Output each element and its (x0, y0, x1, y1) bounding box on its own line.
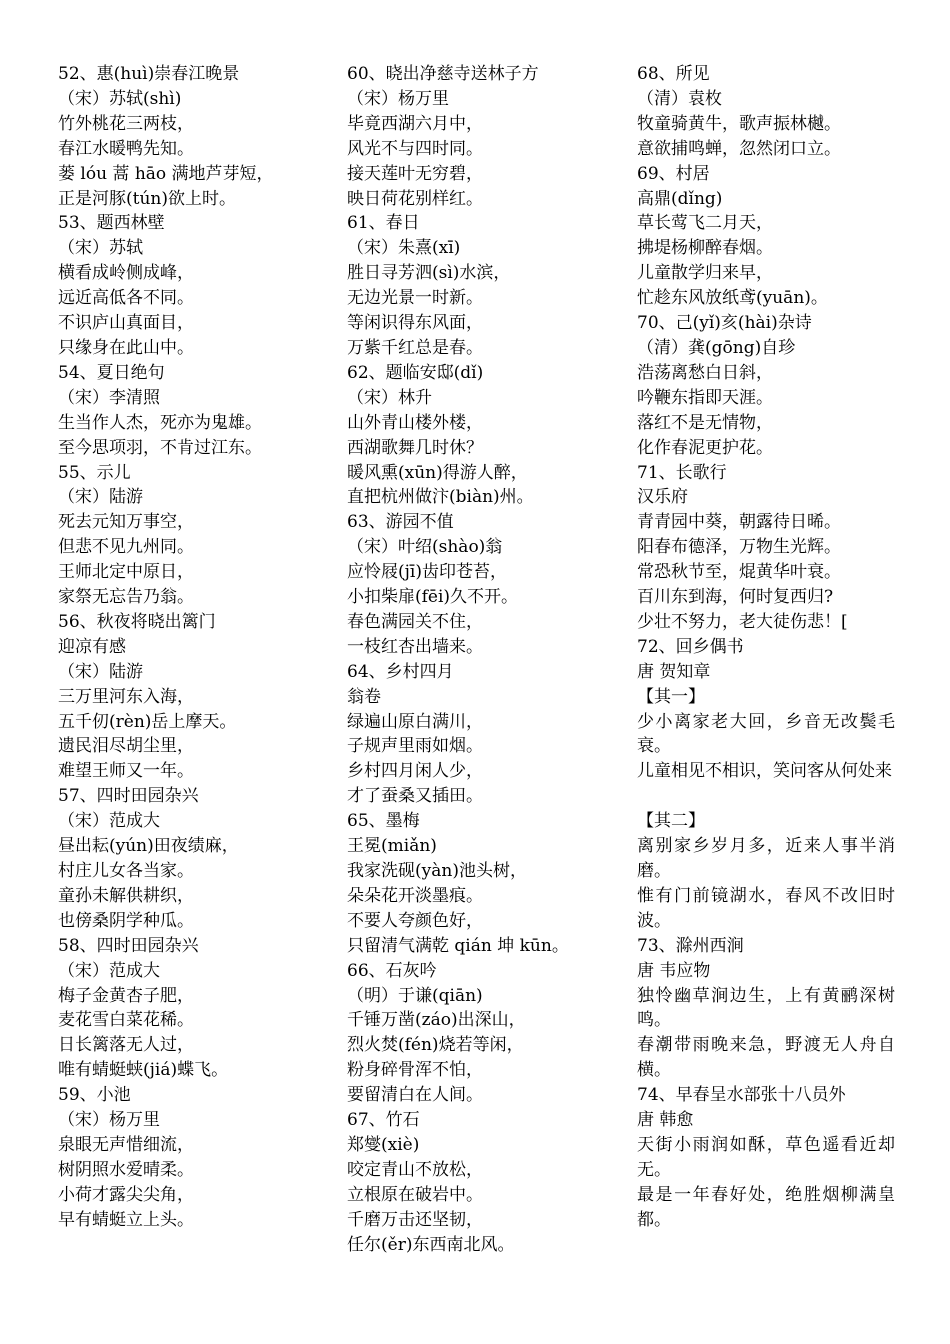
poem-line: 胜日寻芳泗(sì)水滨， (347, 263, 511, 284)
poem-line: 直把杭州做汴(biàn)州。 (347, 487, 534, 508)
poem-line: 遗民泪尽胡尘里， (58, 736, 194, 757)
poem-line: 童孙未解供耕织， (58, 885, 194, 906)
poem-line: （宋）陆游 (58, 661, 143, 682)
poem-line: 难望王师又一年。 (58, 761, 194, 782)
poem-line: 【其一】 (637, 686, 705, 707)
poem-line: 独怜幽草涧边生，上有黄鹂深树鸣。 (637, 985, 895, 1031)
poem-line: 儿童散学归来早， (637, 263, 773, 284)
poem-line: 56、秋夜将晓出篱门 (58, 611, 216, 632)
poem-line: 天街小雨润如酥，草色遥看近却无。 (637, 1134, 895, 1180)
poem-line: （宋）范成大 (58, 811, 160, 832)
poem-line: 惟有门前镜湖水，春风不改旧时波。 (637, 885, 895, 931)
poem-line: 家祭无忘告乃翁。 (58, 587, 194, 608)
poem-line: 59、小池 (58, 1085, 131, 1106)
poem-line: 山外青山楼外楼， (347, 412, 483, 433)
poem-line: 草长莺飞二月天， (637, 213, 773, 234)
poem-line: （宋）叶绍(shào)翁 (347, 537, 503, 558)
poem-line: 西湖歌舞几时休？ (347, 437, 483, 458)
poem-line: 风光不与四时同。 (347, 138, 483, 159)
poem-line: （宋）杨万里 (58, 1110, 160, 1131)
poem-line: （宋）林升 (347, 387, 432, 408)
poem-line: 昼出耘(yún)田夜绩麻， (58, 836, 239, 857)
poem-line: 但悲不见九州同。 (58, 537, 194, 558)
poem-line: 三万里河东入海， (58, 686, 194, 707)
poem-line: 才了蚕桑又插田。 (347, 786, 483, 807)
poem-line: 小扣柴扉(fēi)久不开。 (347, 587, 519, 608)
poem-line: 泉眼无声惜细流， (58, 1134, 194, 1155)
poem-line: 少壮不努力，老大徒伤悲！[ (637, 611, 848, 632)
poem-line: 翁卷 (347, 686, 381, 707)
poem-line: 58、四时田园杂兴 (58, 935, 199, 956)
poem-line: 离别家乡岁月多，近来人事半消磨。 (637, 836, 895, 881)
poem-line: 60、晓出净慈寺送林子方 (347, 64, 539, 84)
poem-line: 我家洗砚(yàn)池头树， (347, 861, 527, 881)
poem-line: 阳春布德泽，万物生光辉。 (637, 537, 841, 558)
poem-line: 万紫千红总是春。 (347, 337, 483, 358)
poem-line: 67、竹石 (347, 1110, 420, 1131)
poem-line: 只缘身在此山中。 (58, 337, 194, 358)
poem-line: 落红不是无情物， (637, 412, 773, 433)
poem-line: 57、四时田园杂兴 (58, 786, 199, 807)
poem-line: 70、己(yǐ)亥(hài)杂诗 (637, 313, 812, 334)
poem-line: 千磨万击还坚韧， (347, 1209, 483, 1230)
poem-line: 等闲识得东风面， (347, 313, 483, 334)
poem-line: （宋）苏轼(shì) (58, 88, 182, 109)
poem-line: 浩荡离愁白日斜， (637, 362, 773, 383)
poem-line: 【其二】 (637, 811, 705, 832)
poem-line: 意欲捕鸣蝉，忽然闭口立。 (637, 138, 841, 159)
poem-line: （宋）杨万里 (347, 88, 449, 109)
column-1 (58, 62, 328, 1233)
poem-line: 村庄儿女各当家。 (58, 861, 194, 881)
poem-line: 远近高低各不同。 (58, 288, 194, 309)
poem-line: 接天莲叶无穷碧， (347, 163, 483, 184)
poem-line: 73、滁州西涧 (637, 935, 744, 956)
poem-line: （宋）范成大 (58, 960, 160, 981)
poem-line: 竹外桃花三两枝， (58, 113, 194, 134)
poem-line: 正是河豚(tún)欲上时。 (58, 188, 236, 209)
poem-line: 化作春泥更护花。 (637, 437, 773, 458)
poem-line: 68、所见 (637, 64, 710, 84)
poem-line: 映日荷花别样红。 (347, 188, 483, 209)
poem-line: 72、回乡偶书 (637, 636, 744, 657)
poem-line: 拂堤杨柳醉春烟。 (637, 238, 773, 259)
poem-line: （清）袁枚 (637, 88, 722, 109)
poem-line: 立根原在破岩中。 (347, 1184, 483, 1205)
poem-line: 54、夏日绝句 (58, 362, 165, 383)
poem-line: 烈火焚(fén)烧若等闲， (347, 1035, 524, 1056)
poem-line: 五千仞(rèn)岳上摩天。 (58, 711, 237, 732)
poem-line: 儿童相见不相识，笑问客从何处来 (637, 761, 892, 782)
poem-line: 王冕(miǎn) (347, 836, 437, 857)
poem-line: （宋）陆游 (58, 487, 143, 508)
poem-line: 百川东到海，何时复西归? (637, 587, 834, 608)
poem-line (637, 784, 895, 809)
poem-line: 62、题临安邸(dǐ) (347, 362, 484, 383)
poem-line: 早有蜻蜓立上头。 (58, 1209, 194, 1230)
poem-line: 一枝红杏出墙来。 (347, 636, 483, 657)
poem-line: 66、石灰吟 (347, 960, 437, 981)
poem-line: 53、题西林壁 (58, 213, 165, 234)
poem-line: 麦花雪白菜花稀。 (58, 1010, 194, 1031)
poem-line: 61、春日 (347, 213, 420, 234)
poem-line: （明）于谦(qiān) (347, 985, 483, 1006)
poem-line: 55、示儿 (58, 462, 131, 483)
poem-line: 64、乡村四月 (347, 661, 454, 682)
poem-line: 乡村四月闲人少， (347, 761, 483, 782)
poem-line: 千锤万凿(záo)出深山， (347, 1010, 526, 1031)
poem-line: 子规声里雨如烟。 (347, 736, 483, 757)
poem-line: 绿遍山原白满川， (347, 711, 483, 732)
poem-line: 63、游园不值 (347, 512, 454, 533)
poem-line: 高鼎(dǐng) (637, 188, 723, 209)
poem-line: 少小离家老大回，乡音无改鬓毛衰。 (637, 711, 895, 757)
poem-line: 春江水暖鸭先知。 (58, 138, 194, 159)
poem-line: 忙趁东风放纸鸢(yuān)。 (637, 288, 828, 309)
poem-line: 至今思项羽，不肯过江东。 (58, 437, 262, 458)
column-2 (347, 62, 617, 1258)
poem-line: 也傍桑阴学种瓜。 (58, 910, 194, 931)
poem-line: 常恐秋节至，焜黄华叶衰。 (637, 562, 841, 583)
poem-line: 小荷才露尖尖角， (58, 1184, 194, 1205)
poem-line: 不要人夸颜色好， (347, 910, 483, 931)
poem-line: 暖风熏(xūn)得游人醉， (347, 462, 528, 483)
poem-line: 粉身碎骨浑不怕， (347, 1060, 483, 1081)
poem-line: 梅子金黄杏子肥， (58, 985, 194, 1006)
poem-line: 死去元知万事空， (58, 512, 194, 533)
poem-line: 春潮带雨晚来急，野渡无人舟自横。 (637, 1035, 895, 1081)
poem-line: 69、村居 (637, 163, 710, 184)
poem-line: 74、早春呈水部张十八员外 (637, 1085, 846, 1106)
poem-line: 朵朵花开淡墨痕。 (347, 885, 483, 906)
poem-line: 日长篱落无人过， (58, 1035, 194, 1056)
poem-line: 横看成岭侧成峰， (58, 263, 194, 284)
poem-line: 郑燮(xiè) (347, 1134, 420, 1155)
poem-line: 青青园中葵，朝露待日晞。 (637, 512, 841, 533)
poem-line: 只留清气满乾 qián 坤 kūn。 (347, 935, 569, 956)
poem-line: 任尔(ěr)东西南北风。 (347, 1234, 515, 1255)
poem-line: 65、墨梅 (347, 811, 420, 832)
poem-line: 不识庐山真面目， (58, 313, 194, 334)
poem-line: 唐 韩愈 (637, 1110, 694, 1131)
poem-line: 要留清白在人间。 (347, 1085, 483, 1106)
poem-line: 汉乐府 (637, 487, 688, 508)
poem-line: 王师北定中原日， (58, 562, 194, 583)
poem-line: 咬定青山不放松， (347, 1159, 483, 1180)
poem-line: 牧童骑黄牛，歌声振林樾。 (637, 113, 841, 134)
poem-line: （宋）李清照 (58, 387, 160, 408)
poem-line: （宋）朱熹(xī) (347, 238, 461, 259)
poem-line: 迎凉有感 (58, 636, 126, 657)
poem-line: （清）龚(gōng)自珍 (637, 337, 796, 358)
poem-line: 应怜屐(jī)齿印苍苔， (347, 562, 507, 583)
column-3 (637, 62, 895, 1233)
poem-line: 唐 贺知章 (637, 661, 711, 682)
poem-line: 无边光景一时新。 (347, 288, 483, 309)
poem-line: 春色满园关不住， (347, 611, 483, 632)
poem-line: 毕竟西湖六月中， (347, 113, 483, 134)
poem-line: 52、惠(huì)崇春江晚景 (58, 64, 240, 84)
poem-line: 唯有蜻蜓蛱(jiá)蝶飞。 (58, 1060, 229, 1081)
poem-line: 吟鞭东指即天涯。 (637, 387, 773, 408)
poem-line: 最是一年春好处，绝胜烟柳满皇都。 (637, 1184, 895, 1230)
poem-line: 蒌 lóu 蒿 hāo 满地芦芽短， (58, 163, 274, 184)
poem-line: 生当作人杰，死亦为鬼雄。 (58, 412, 262, 433)
poem-line: （宋）苏轼 (58, 238, 143, 259)
poem-line: 树阴照水爱晴柔。 (58, 1159, 194, 1180)
poem-line: 71、长歌行 (637, 462, 727, 483)
poem-line: 唐 韦应物 (637, 960, 711, 981)
